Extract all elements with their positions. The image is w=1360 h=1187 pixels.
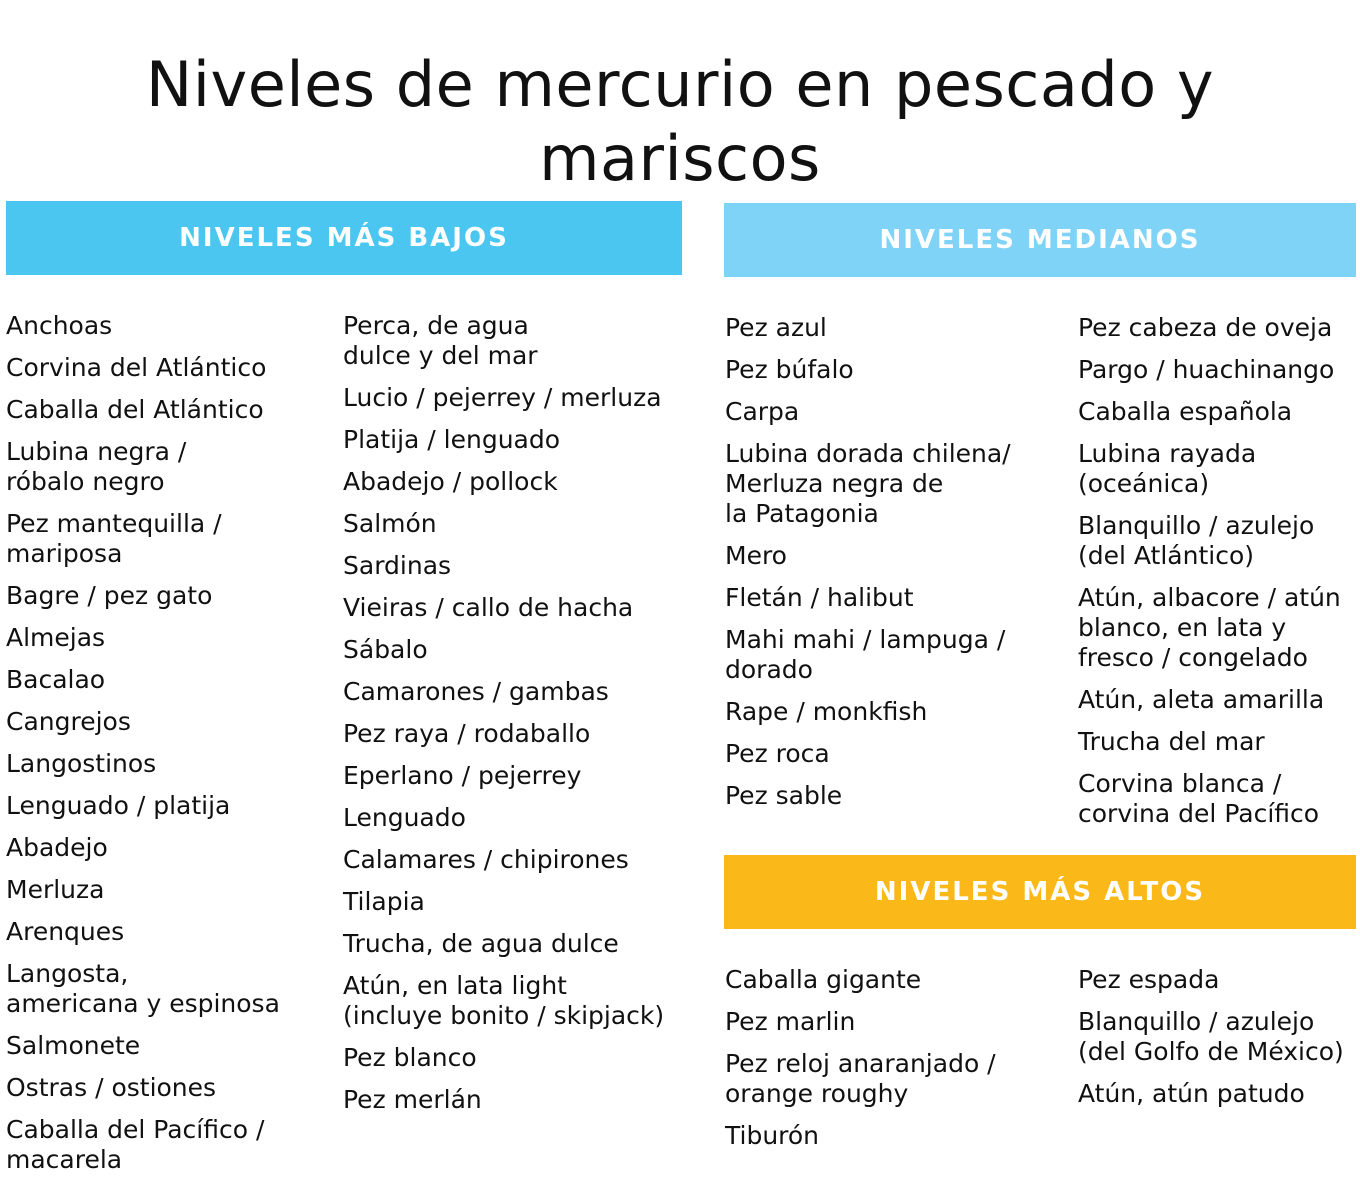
list-item: Tiburón: [725, 1121, 820, 1150]
list-item: Blanquillo / azulejo (del Golfo de México): [1078, 1007, 1344, 1066]
list-item: Lubina rayada (oceánica): [1078, 439, 1257, 498]
list-item: Fletán / halibut: [725, 583, 914, 612]
list-item: Ostras / ostiones: [6, 1073, 217, 1102]
list-item: Caballa española: [1078, 397, 1293, 426]
list-item: Salmonete: [6, 1031, 141, 1060]
list-item: Mahi mahi / lampuga / dorado: [725, 625, 1006, 684]
list-item: Rape / monkfish: [725, 697, 928, 726]
list-item: Sábalo: [343, 635, 428, 664]
list-item: Lucio / pejerrey / merluza: [343, 383, 662, 412]
high-levels-list-col2: [1078, 965, 1344, 1121]
low-levels-header: [6, 201, 682, 275]
list-item: Atún, albacore / atún blanco, en lata y fresco / congelado: [1078, 583, 1341, 672]
list-item: Caballa gigante: [725, 965, 922, 994]
list-item: Almejas: [6, 623, 106, 652]
list-item: Lubina dorada chilena/ Merluza negra de la Patagonia: [725, 439, 1011, 528]
list-item: Sardinas: [343, 551, 452, 580]
list-item: Pez búfalo: [725, 355, 854, 384]
list-item: Pez mantequilla / mariposa: [6, 509, 222, 568]
list-item: Pez espada: [1078, 965, 1220, 994]
medium-levels-heading: NIVELES MEDIANOS: [879, 225, 1201, 255]
list-item: Carpa: [725, 397, 800, 426]
medium-levels-list-col2: [1078, 313, 1341, 841]
list-item: Atún, atún patudo: [1078, 1079, 1305, 1108]
list-item: Lenguado / platija: [6, 791, 231, 820]
list-item: Lubina negra / róbalo negro: [6, 437, 187, 496]
list-item: Arenques: [6, 917, 125, 946]
list-item: Caballa del Atlántico: [6, 395, 264, 424]
list-item: Atún, aleta amarilla: [1078, 685, 1325, 714]
list-item: Lenguado: [343, 803, 466, 832]
low-levels-list-col1: [6, 311, 280, 1187]
list-item: Merluza: [6, 875, 105, 904]
list-item: Pez marlin: [725, 1007, 856, 1036]
list-item: Pez merlán: [343, 1085, 482, 1114]
high-levels-heading: NIVELES MÁS ALTOS: [874, 877, 1206, 907]
list-item: Atún, en lata light (incluye bonito / skipjack): [343, 971, 665, 1030]
list-item: Salmón: [343, 509, 437, 538]
list-item: Camarones / gambas: [343, 677, 609, 706]
list-item: Pez sable: [725, 781, 843, 810]
high-levels-list-col1: [725, 965, 996, 1163]
list-item: Anchoas: [6, 311, 113, 340]
list-item: Bacalao: [6, 665, 106, 694]
list-item: Pez raya / rodaballo: [343, 719, 591, 748]
list-item: Vieiras / callo de hacha: [343, 593, 634, 622]
list-item: Corvina blanca / corvina del Pacífico: [1078, 769, 1320, 828]
list-item: Pez reloj anaranjado / orange roughy: [725, 1049, 996, 1108]
list-item: Pez roca: [725, 739, 830, 768]
list-item: Mero: [725, 541, 787, 570]
list-item: Trucha del mar: [1078, 727, 1265, 756]
page-title: Niveles de mercurio en pescado y mariscos: [145, 48, 1215, 196]
list-item: Tilapia: [343, 887, 425, 916]
list-item: Blanquillo / azulejo (del Atlántico): [1078, 511, 1315, 570]
list-item: Cangrejos: [6, 707, 131, 736]
list-item: Pez cabeza de oveja: [1078, 313, 1333, 342]
list-item: Perca, de agua dulce y del mar: [343, 311, 538, 370]
low-levels-list-col2: [343, 311, 664, 1127]
medium-levels-header: [724, 203, 1356, 277]
list-item: Pez azul: [725, 313, 827, 342]
list-item: Pez blanco: [343, 1043, 477, 1072]
list-item: Langosta, americana y espinosa: [6, 959, 280, 1018]
low-levels-heading: NIVELES MÁS BAJOS: [179, 223, 509, 253]
medium-levels-list-col1: [725, 313, 1011, 823]
list-item: Platija / lenguado: [343, 425, 561, 454]
list-item: Trucha, de agua dulce: [343, 929, 619, 958]
list-item: Bagre / pez gato: [6, 581, 213, 610]
list-item: Calamares / chipirones: [343, 845, 629, 874]
list-item: Langostinos: [6, 749, 157, 778]
list-item: Caballa del Pacífico / macarela: [6, 1115, 265, 1174]
list-item: Corvina del Atlántico: [6, 353, 267, 382]
list-item: Pargo / huachinango: [1078, 355, 1335, 384]
list-item: Eperlano / pejerrey: [343, 761, 582, 790]
high-levels-header: [724, 855, 1356, 929]
list-item: Abadejo / pollock: [343, 467, 558, 496]
list-item: Abadejo: [6, 833, 108, 862]
